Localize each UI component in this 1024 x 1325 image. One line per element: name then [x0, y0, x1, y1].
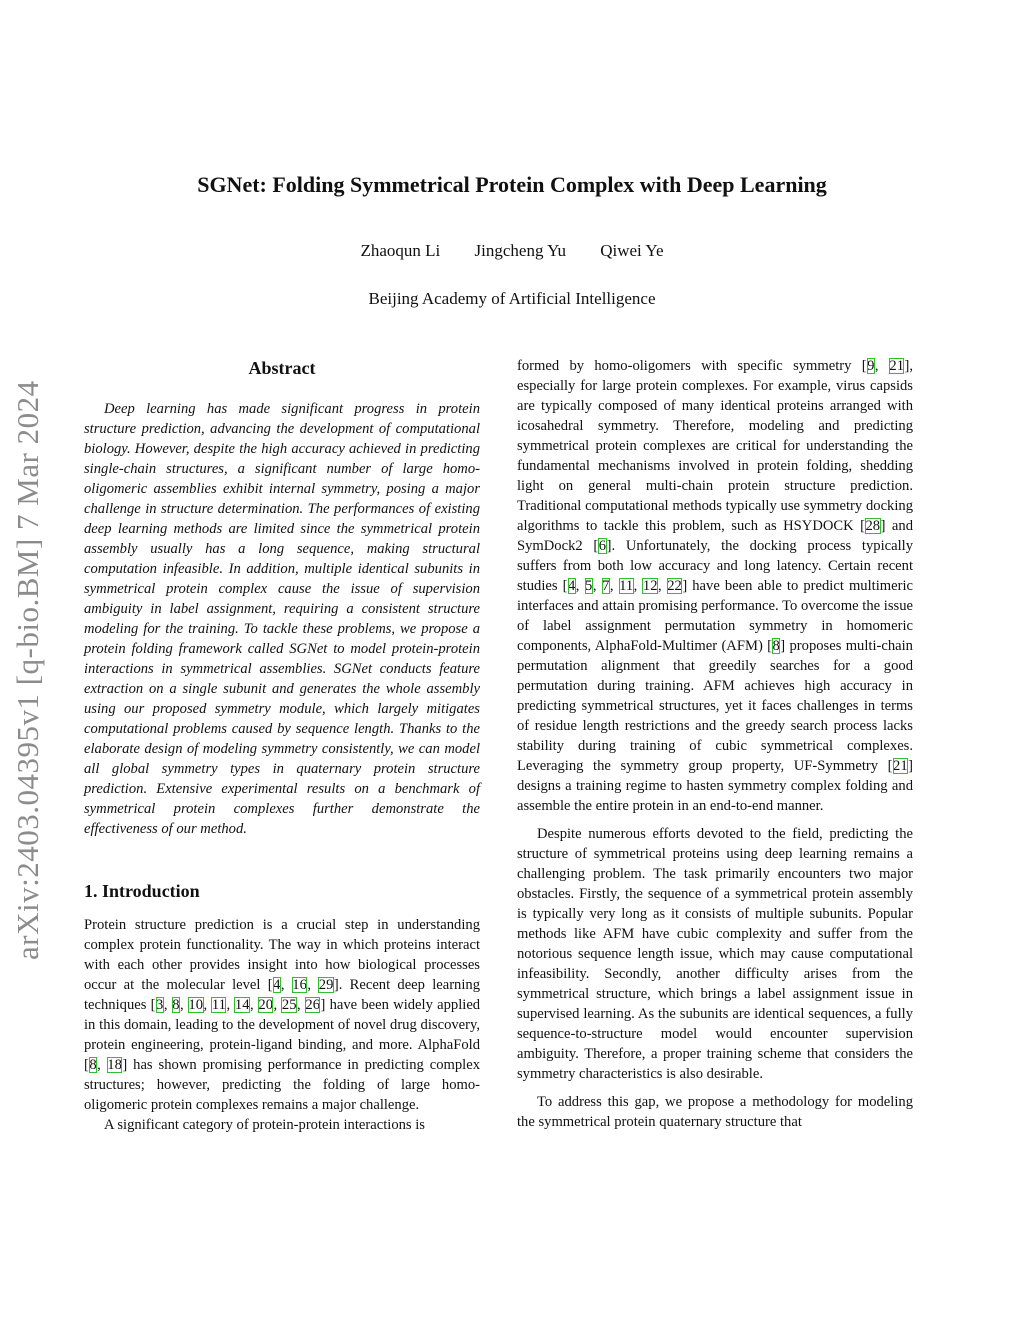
author-name: Jingcheng Yu — [474, 241, 566, 260]
citation-link[interactable]: 4 — [568, 578, 576, 594]
citation-link[interactable]: 22 — [667, 578, 682, 594]
citation-link[interactable]: 28 — [865, 518, 881, 534]
citation-link[interactable]: 9 — [867, 358, 875, 374]
citation-link[interactable]: 18 — [107, 1057, 122, 1073]
citation-link[interactable]: 10 — [188, 997, 204, 1013]
abstract-heading: Abstract — [248, 358, 316, 378]
abstract-text: Deep learning has made significant progress in protein structure prediction, advancing the development of computational biology. However, despite the high accuracy achieved in predicting single-chain structures, a significant number of large homo-oligomeric assemblies exhibit internal symmetry, posing a major challenge in structure determination. The performances of existing deep learning methods are limited since the symmetrical protein assembly usually has a long sequence, making structural computation infeasible. In addition, multiple identical subunits in symmetrical protein complex cause the issue of supervision ambiguity in label assignment, requiring a consistent structure modeling for the training. To tackle these problems, we propose a protein folding framework called SGNet to model protein-protein interactions in symmetrical assemblies. SGNet conducts feature extraction on a single subunit and generates the whole assembly using our proposed symmetry module, which largely mitigates computational problems caused by sequence length. Thanks to the elaborate design of modeling symmetry consistently, we can model all global symmetry types in quaternary protein structure prediction. Extensive experimental results on a benchmark of symmetrical protein complexes further demonstrate the effectiveness of our method. — [84, 401, 480, 837]
author-affiliation: Beijing Academy of Artificial Intelligence — [368, 289, 656, 308]
paper-title: SGNet: Folding Symmetrical Protein Complex with Deep Learning — [197, 172, 827, 197]
citation-link[interactable]: 5 — [585, 578, 593, 594]
intro-paragraph-3: Despite numerous efforts devoted to the field, predicting the structure of symmetrical proteins using deep learning remains a challenging problem. The task primarily encounters two major obstacles. Firstly, the sequence of a symmetrical protein assembly is typically very long as it consists of multiple subunits. Popular methods like AFM have cubic complexity and suffer from the notorious sequence length issue, which may cause computational infeasibility. Secondly, another difficulty arises from the symmetrical structure, which brings a label assignment issue in supervised learning. As the subunits are identical sequences, a fully sequence-to-structure model would encounter supervision ambiguity. Therefore, a proper training scheme that considers the symmetry characteristics is also desirable. — [517, 826, 913, 1082]
citation-link[interactable]: 3 — [156, 997, 164, 1013]
citation-link[interactable]: 8 — [89, 1057, 97, 1073]
citation-link[interactable]: 21 — [889, 358, 904, 374]
right-column — [517, 356, 913, 1132]
intro-paragraph-4: To address this gap, we propose a methodology for modeling the symmetrical protein quaternary structure that — [517, 1094, 913, 1130]
section-heading-introduction: 1. Introduction — [84, 881, 200, 901]
author-name: Qiwei Ye — [600, 241, 664, 260]
author-name: Zhaoqun Li — [360, 241, 441, 260]
citation-link[interactable]: 29 — [318, 977, 334, 993]
intro-paragraph-1: Protein structure prediction is a crucial step in understanding complex protein functionality. The way in which proteins interact with each other provides insight into how biological processes occur at the molecular level [4, 16, 29]. Recent deep learning techniques [3, 8, 10, 11, 14, 20, 25, 26] have been widely applied in this domain, leading to the development of novel drug discovery, protein engineering, protein-ligand binding, and more. AlphaFold [8, 18] has shown promising performance in predicting complex structures; however, predicting the folding of large homo-oligomeric protein complexes remains a major challenge. — [84, 917, 481, 1113]
citation-link[interactable]: 26 — [305, 997, 320, 1013]
citation-link[interactable]: 16 — [292, 977, 307, 993]
citation-link[interactable]: 25 — [281, 997, 297, 1013]
citation-link[interactable]: 12 — [642, 578, 658, 594]
left-column — [84, 356, 480, 1135]
citation-link[interactable]: 6 — [598, 538, 607, 554]
citation-link[interactable]: 11 — [211, 997, 226, 1013]
intro-paragraph-2: A significant category of protein-protein interactions is — [104, 1117, 425, 1133]
arxiv-identifier-stamp: arXiv:2403.04395v1 [q-bio.BM] 7 Mar 2024 — [10, 380, 45, 960]
author-list — [0, 241, 1024, 261]
citation-link[interactable]: 11 — [619, 578, 634, 594]
citation-link[interactable]: 8 — [172, 997, 180, 1013]
intro-paragraph-2-continued: formed by homo-oligomers with specific symmetry [9, 21], especially for large protein complexes. For example, virus capsids are typically composed of many identical proteins arranged with icosahedral symmetry. Therefore, modeling and predicting symmetrical protein complexes are critical for understanding the fundamental mechanisms involved in protein folding, shedding light on general multi-chain protein structure prediction. Traditional computational methods typically use symmetry docking algorithms to tackle this problem, such as HSYDOCK [28] and SymDock2 [6]. Unfortunately, the docking process typically suffers from both low accuracy and long latency. Certain recent studies [4, 5, 7, 11, 12, 22] have been able to predict multimeric interfaces and attain promising performance. To overcome the issue of label assignment permutation symmetry in homomeric components, AlphaFold-Multimer (AFM) [8] proposes multi-chain permutation alignment that greedily searches for a good permutation during training. AFM achieves high accuracy in predicting symmetrical structures, yet it faces challenges in terms of residue length restrictions and the greedy search process lacks stability during training of cubic symmetrical complexes. Leveraging the symmetry group property, UF-Symmetry [21] designs a training regime to hasten symmetry complex folding and assemble the entire protein in an end-to-end manner. — [517, 358, 913, 814]
citation-link[interactable]: 4 — [273, 977, 281, 993]
citation-link[interactable]: 20 — [258, 997, 273, 1013]
citation-link[interactable]: 21 — [893, 758, 908, 774]
citation-link[interactable]: 14 — [234, 997, 250, 1013]
citation-link[interactable]: 7 — [602, 578, 610, 594]
citation-link[interactable]: 8 — [772, 638, 780, 654]
